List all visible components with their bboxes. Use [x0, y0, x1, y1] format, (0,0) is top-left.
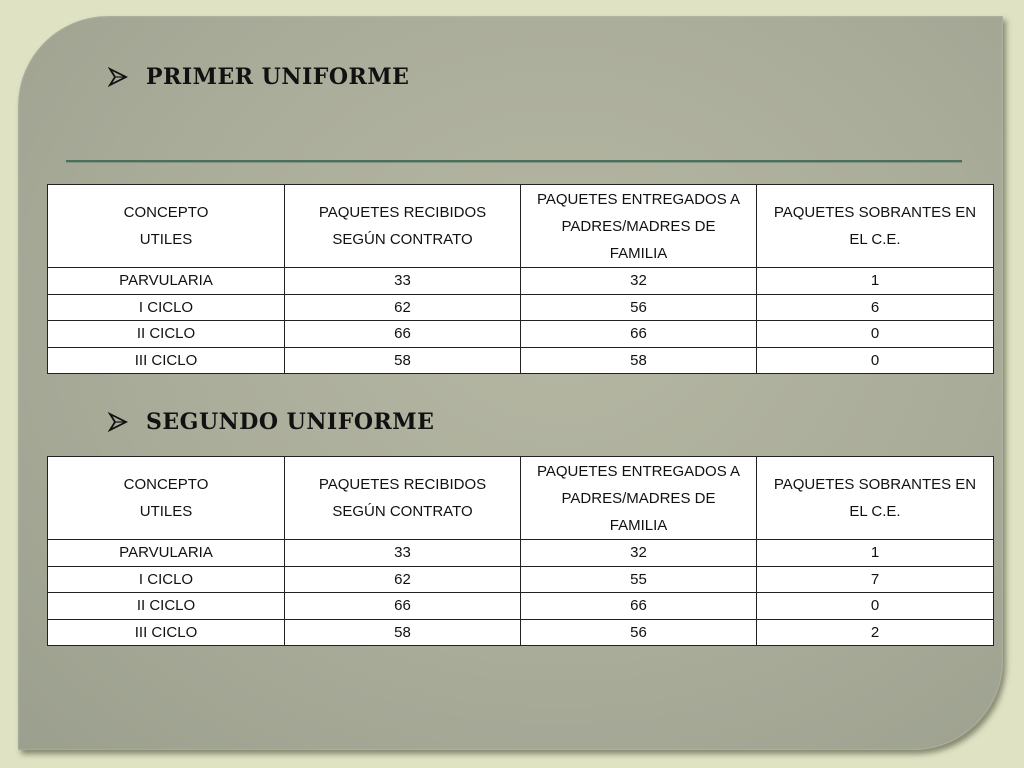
- cell-sobrantes: 2: [757, 619, 994, 646]
- cell-concepto: PARVULARIA: [48, 268, 285, 295]
- header-recibidos: PAQUETES RECIBIDOS SEGÚN CONTRATO: [285, 185, 521, 268]
- arrow-bullet-icon: [108, 412, 128, 432]
- table-row: [48, 347, 994, 374]
- header-sobrantes: PAQUETES SOBRANTES EN EL C.E.: [757, 185, 994, 268]
- header-sobrantes: PAQUETES SOBRANTES EN EL C.E.: [757, 457, 994, 540]
- cell-concepto: III CICLO: [48, 619, 285, 646]
- table-row: [48, 294, 994, 321]
- cell-sobrantes: 1: [757, 540, 994, 567]
- cell-sobrantes: 1: [757, 268, 994, 295]
- cell-recibidos: 62: [285, 294, 521, 321]
- cell-sobrantes: 0: [757, 593, 994, 620]
- section-heading-primer: [108, 60, 409, 94]
- table-primer-uniforme: [47, 184, 994, 374]
- cell-entregados: 55: [521, 566, 757, 593]
- cell-concepto: I CICLO: [48, 566, 285, 593]
- cell-entregados: 56: [521, 619, 757, 646]
- header-entregados: PAQUETES ENTREGADOS A PADRES/MADRES DE FAMILIA: [521, 185, 757, 268]
- cell-recibidos: 58: [285, 619, 521, 646]
- table-row: [48, 321, 994, 348]
- table-row: [48, 593, 994, 620]
- cell-recibidos: 33: [285, 540, 521, 567]
- section-title: SEGUNDO UNIFORME: [146, 409, 435, 435]
- table-header-row: [48, 185, 994, 268]
- table-row: [48, 268, 994, 295]
- section-heading-segundo: [108, 405, 434, 439]
- table-header-row: [48, 457, 994, 540]
- cell-recibidos: 33: [285, 268, 521, 295]
- table-row: [48, 566, 994, 593]
- cell-entregados: 66: [521, 593, 757, 620]
- cell-concepto: I CICLO: [48, 294, 285, 321]
- cell-entregados: 66: [521, 321, 757, 348]
- cell-recibidos: 66: [285, 321, 521, 348]
- cell-concepto: PARVULARIA: [48, 540, 285, 567]
- cell-sobrantes: 0: [757, 347, 994, 374]
- table-row: [48, 540, 994, 567]
- cell-concepto: III CICLO: [48, 347, 285, 374]
- cell-entregados: 32: [521, 540, 757, 567]
- cell-concepto: II CICLO: [48, 593, 285, 620]
- cell-sobrantes: 6: [757, 294, 994, 321]
- header-entregados: PAQUETES ENTREGADOS A PADRES/MADRES DE FAMILIA: [521, 457, 757, 540]
- cell-entregados: 32: [521, 268, 757, 295]
- header-concepto: CONCEPTO UTILES: [48, 185, 285, 268]
- cell-recibidos: 62: [285, 566, 521, 593]
- section-title: PRIMER UNIFORME: [146, 64, 410, 90]
- table-row: [48, 619, 994, 646]
- cell-entregados: 58: [521, 347, 757, 374]
- cell-recibidos: 66: [285, 593, 521, 620]
- table-segundo-uniforme: [47, 456, 994, 646]
- cell-recibidos: 58: [285, 347, 521, 374]
- header-concepto: CONCEPTO UTILES: [48, 457, 285, 540]
- cell-sobrantes: 7: [757, 566, 994, 593]
- divider-line: [66, 160, 962, 163]
- cell-entregados: 56: [521, 294, 757, 321]
- cell-sobrantes: 0: [757, 321, 994, 348]
- cell-concepto: II CICLO: [48, 321, 285, 348]
- arrow-bullet-icon: [108, 67, 128, 87]
- header-recibidos: PAQUETES RECIBIDOS SEGÚN CONTRATO: [285, 457, 521, 540]
